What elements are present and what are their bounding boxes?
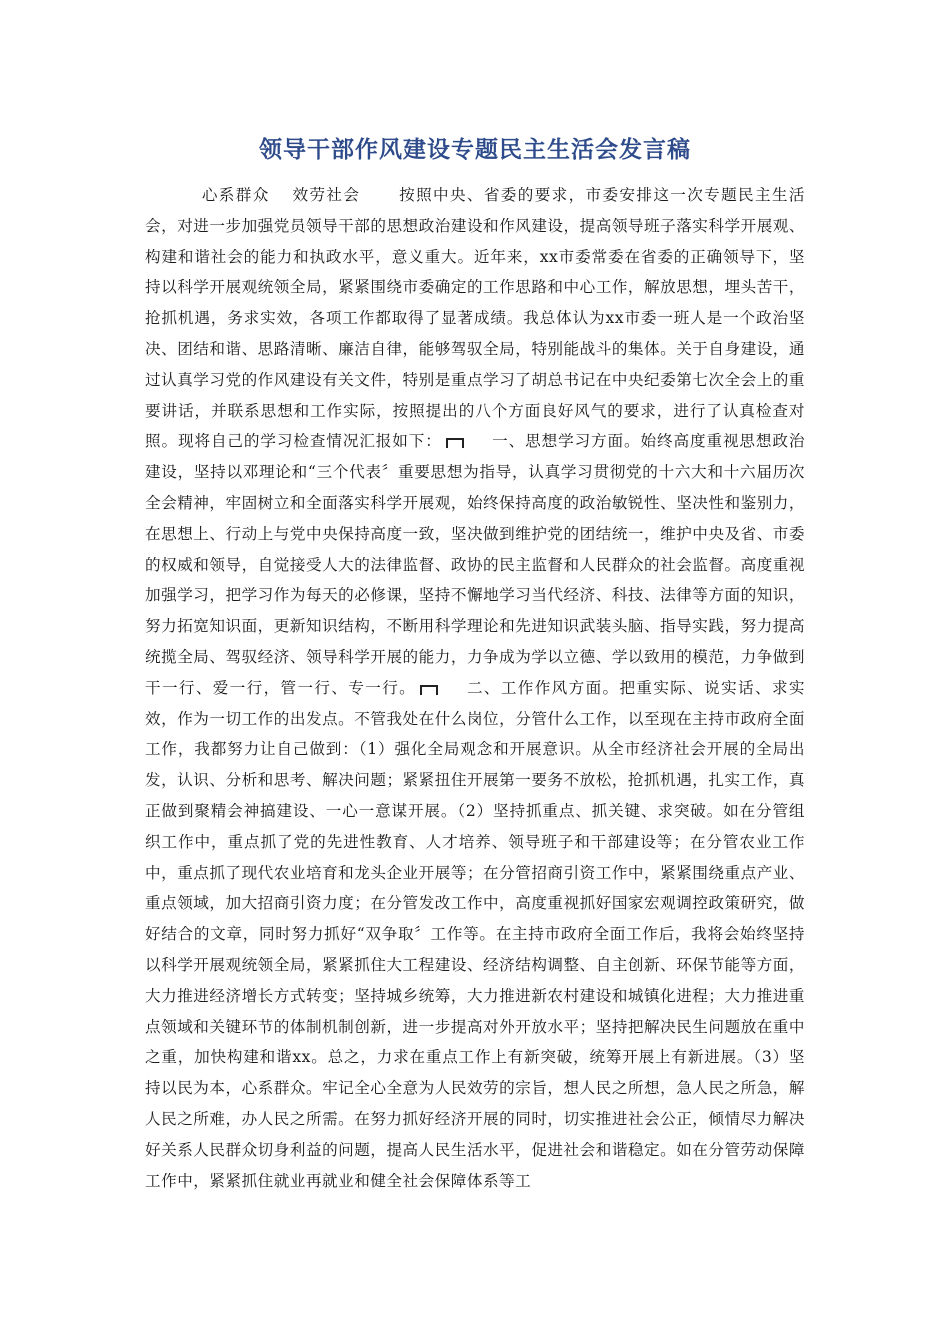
paragraph-1: 按照中央、省委的要求，市委安排这一次专题民主生活会，对进一步加强党员领导干部的思想政治建设和作风建设，提高领导班子落实科学开展观、构建和谐社会的能力和执政水平，意义重大。近年来，xx市委常委在省委的正确领导下，坚持以科学开展观统领全局，紧紧围绕市委确定的工作思路和中心工作，解放思想，埋头苦干，抢抓机遇，务求实效，各项工作都取得了显著成绩。我总体认为xx市委一班人是一个政治坚决、团结和谐、思路清晰、廉洁自律，能够驾驭全局，特别能战斗的集体。关于自身建设，通过认真学习党的作风建设有关文件，特别是重点学习了胡总书记在中央纪委第七次全会上的重要讲话，并联系思想和工作实际，按照提出的八个方面良好风气的要求，进行了认真检查对照。现将自己的学习检查情况汇报如下： bbox=[145, 186, 805, 451]
intro-phrase-2: 效劳社会 bbox=[291, 186, 361, 204]
document-title: 领导干部作风建设专题民主生活会发言稿 bbox=[259, 137, 691, 163]
intro-phrase-1: 心系群众 bbox=[201, 186, 270, 204]
paragraph-3: 二、工作作风方面。把重实际、说实话、求实效，作为一切工作的出发点。不管我处在什么岗位，分管什么工作，以至现在主持市政府全面工作，我都努力让自己做到：（1）强化全局观念和开展意识。从全市经济社会开展的全局出发，认识、分析和思考、解决问题；紧紧扭住开展第一要务不放松，抢抓机遇，扎实工作，真正做到聚精会神搞建设、一心一意谋开展。（2）坚持抓重点、抓关键、求突破。如在分管组织工作中，重点抓了党的先进性教育、人才培养、领导班子和干部建设等；在分管农业工作中，重点抓了现代农业培育和龙头企业开展等；在分管招商引资工作中，紧紧围绕重点产业、重点领域，加大招商引资力度；在分管发改工作中，高度重视抓好国家宏观调控政策研究，做好结合的文章，同时努力抓好“双争取〞工作等。在主持市政府全面工作后，我将会始终坚持以科学开展观统领全局，紧紧抓住大工程建设、经济结构调整、自主创新、环保节能等方面，大力推进经济增长方式转变；坚持城乡统筹，大力推进新农村建设和城镇化进程；大力推进重点领域和关键环节的体制机制创新，进一步提高对外开放水平；坚持把解决民生问题放在重中之重，加快构建和谐xx。总之，力求在重点工作上有新突破，统筹开展上有新进展。（3）坚持以民为本，心系群众。牢记全心全意为人民效劳的宗旨，想人民之所想，急人民之所急，解人民之所难，办人民之所需。在努力抓好经济开展的同时，切实推进社会公正，倾情尽力解决好关系人民群众切身利益的问题，提高人民生活水平，促进社会和谐稳定。如在分管劳动保障工作中，紧紧抓住就业再就业和健全社会保障体系等工 bbox=[145, 678, 805, 1190]
section-mark-icon bbox=[420, 685, 438, 695]
section-mark-icon bbox=[446, 438, 464, 448]
document-body bbox=[145, 180, 805, 1196]
paragraph-2: 一、思想学习方面。始终高度重视思想政治建设，坚持以邓理论和“三个代表〞重要思想为指导，认真学习贯彻党的十六大和十六届历次全会精神，牢固树立和全面落实科学开展观，始终保持高度的政治敏锐性、坚决性和鉴别力，在思想上、行动上与党中央保持高度一致，坚决做到维护党的团结统一，维护中央及省、市委的权威和领导，自觉接受人大的法律监督、政协的民主监督和人民群众的社会监督。高度重视加强学习，把学习作为每天的必修课，坚持不懈地学习当代经济、科技、法律等方面的知识，努力拓宽知识面，更新知识结构，不断用科学理论和先进知识武装头脑、指导实践，努力提高统揽全局、驾驭经济、领导科学开展的能力，力争成为学以立德、学以致用的模范，力争做到干一行、爱一行，管一行、专一行。 bbox=[145, 432, 805, 697]
